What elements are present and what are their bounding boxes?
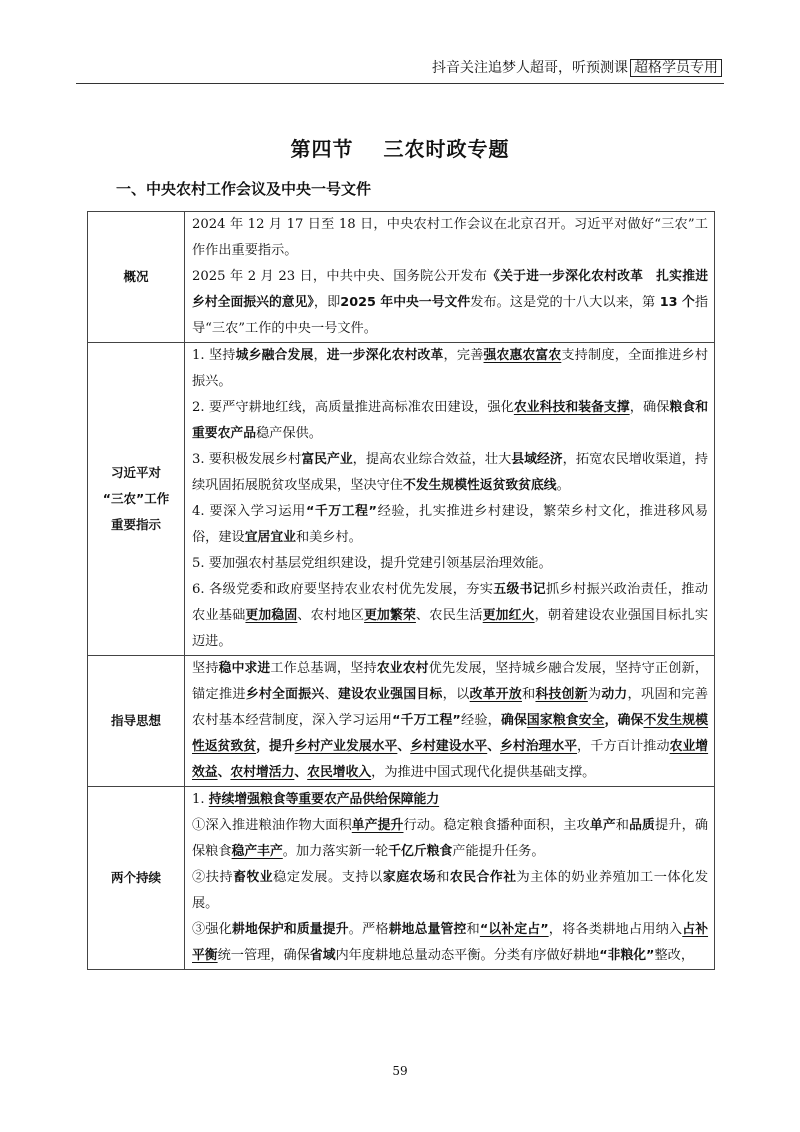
- bold-underline-span: 农村增活力: [230, 765, 295, 780]
- bold-span: ，: [604, 713, 618, 728]
- instruction-item-4: [192, 499, 708, 551]
- text-span: 和美乡村。: [295, 530, 362, 545]
- text-span: 发布。这是党的十八大以来，第: [470, 295, 656, 310]
- bold-span: 乡村全面振兴: [245, 687, 325, 702]
- two-continues-heading: [192, 787, 708, 813]
- content-table: [87, 211, 715, 970]
- text-span: 提升，确保粮食: [192, 818, 709, 859]
- text-span: 、农民生活: [415, 608, 483, 623]
- bold-span: 粮食和重要农产品: [192, 400, 709, 441]
- text-span: ②扶持: [192, 870, 234, 885]
- bold-underline-span: 农民增收入: [307, 765, 372, 780]
- bold-underline-span: 农业增效益: [192, 739, 709, 780]
- bold-span: 、: [487, 739, 501, 754]
- row-label: 指导思想: [88, 656, 185, 787]
- two-continues-item-1: [192, 813, 708, 865]
- bold-span: 2025 年中央一号文件: [340, 295, 471, 310]
- text-span: ，为推进中国式现代化提供基础支撑。: [371, 765, 596, 780]
- text-span: 和: [615, 818, 630, 833]
- instruction-item-1: [192, 343, 708, 395]
- bold-span: 城乡融合发展: [235, 348, 314, 363]
- bold-underline-span: 占补平衡: [192, 922, 709, 963]
- bold-span: 建设农业强国目标: [337, 687, 443, 702]
- title-section: 第四节: [290, 137, 354, 161]
- bold-span: 《关于进一步深化农村改革 扎实推进乡村全面振兴的意见》: [192, 269, 708, 310]
- text-span: 和: [466, 922, 480, 937]
- bold-span: 农业农村: [376, 661, 429, 676]
- bold-underline-span: 强农惠农富农: [483, 348, 562, 363]
- text-span: 4. 要深入学习运用: [192, 504, 306, 519]
- bold-underline-span: 乡村产业发展水平: [294, 739, 398, 754]
- text-span: 内年度耕地总量动态平衡。分类有序做好耕地: [335, 948, 600, 963]
- bold-underline-span: 科技创新: [535, 687, 588, 702]
- text-span: ，确保: [629, 400, 670, 415]
- guiding-paragraph: [192, 656, 708, 786]
- row-content: [185, 212, 715, 343]
- text-span: 为: [587, 687, 602, 702]
- bold-span: 、: [217, 765, 231, 780]
- text-span: ，以: [442, 687, 470, 702]
- text-span: ，朝着建设农业强国目标扎实迈进。: [192, 608, 709, 649]
- header-text: 抖音关注追梦人超哥，听预测课: [432, 60, 628, 76]
- text-span: ，提高农业综合效益，壮大: [352, 452, 512, 467]
- bold-span: 、: [397, 739, 411, 754]
- text-span: 3. 要积极发展乡村: [192, 452, 302, 467]
- row-label: 概况: [88, 212, 185, 343]
- bold-underline-span: 持续增强粮食等重要农产品供给保障能力: [208, 792, 440, 807]
- label-line: “三农”工作: [102, 491, 170, 506]
- bold-underline-span: 稳产丰产: [231, 844, 283, 859]
- bold-span: 品质: [629, 818, 655, 833]
- page-title: [0, 133, 800, 162]
- table-row-two-continues: [88, 787, 715, 970]
- text-span: ，将各类耕地占用纳入: [548, 922, 683, 937]
- text-span: 指导“三农”工作的中央一号文件。: [192, 295, 709, 336]
- row-content: [185, 787, 715, 970]
- text-span: ，千方百计推动: [577, 739, 670, 754]
- section-heading: 一、中央农村工作会议及中央一号文件: [116, 180, 372, 198]
- bold-span: 省域: [309, 948, 336, 963]
- row-label: [88, 343, 185, 656]
- bold-span: 富民产业: [301, 452, 353, 467]
- text-span: 和: [521, 687, 536, 702]
- bold-underline-span: 乡村治理水平: [500, 739, 578, 754]
- text-span: 产能提升任务。: [452, 844, 545, 859]
- text-span: 经验，: [460, 713, 502, 728]
- bold-span: 畜牧业: [233, 870, 274, 885]
- text-span: 。: [556, 478, 570, 493]
- text-span: 1.: [192, 792, 209, 807]
- bold-span: 不发生规模性返贫致贫底线: [403, 478, 557, 493]
- bold-span: 动力: [601, 687, 628, 702]
- text-span: 稳产保供。: [255, 426, 322, 441]
- bold-span: 千亿斤粮食: [388, 844, 453, 859]
- text-span: 和: [436, 870, 450, 885]
- text-span: 优先发展，坚持城乡融合发展，坚持守正创新，锚定推进: [192, 661, 709, 702]
- instruction-item-2: [192, 395, 708, 447]
- text-span: 为主体的奶业养殖加工一体化发展。: [192, 870, 709, 911]
- bold-span: 、: [294, 765, 308, 780]
- bold-span: “千万工程”: [392, 713, 461, 728]
- bold-span: 县域经济: [511, 452, 563, 467]
- text-span: 行动。稳定粮食播种面积，主攻: [403, 818, 590, 833]
- bold-underline-span: 改革开放: [469, 687, 522, 702]
- bold-underline-span: 单产提升: [351, 818, 404, 833]
- text-span: ，拓宽农民增收渠道，持续巩固拓展脱贫攻坚成果，坚决守住: [192, 452, 709, 493]
- text-span: ①深入推进粮油作物大面积: [192, 818, 352, 833]
- two-continues-item-3: [192, 917, 708, 969]
- bold-underline-span: 更加繁荣: [364, 608, 416, 623]
- text-span: 1. 坚持: [192, 348, 236, 363]
- text-span: 稳定发展。支持以: [273, 870, 383, 885]
- text-span: 、: [324, 687, 338, 702]
- label-line: 重要指示: [110, 517, 161, 532]
- bold-span: 家庭农场: [382, 870, 437, 885]
- text-span: 。严格: [348, 922, 389, 937]
- instruction-item-6: [192, 577, 708, 655]
- bold-span: 耕地保护和质量提升: [232, 922, 349, 937]
- text-span: 坚持: [192, 661, 219, 676]
- bold-span: 农民合作社: [449, 870, 517, 885]
- row-content: [185, 656, 715, 787]
- bold-span: 单产: [589, 818, 616, 833]
- text-span: 6. 各级党委和政府要坚持农业农村优先发展，夯实: [192, 582, 494, 597]
- text-span: 整改，: [654, 948, 695, 963]
- two-continues-item-2: [192, 865, 708, 917]
- bold-span: “千万工程”: [305, 504, 377, 519]
- text-span: 2. 要严守耕地红线，高质量推进高标准农田建设，强化: [192, 400, 514, 415]
- instruction-item-5: 5. 要加强农村基层党组织建设，提升党建引领基层治理效能。: [192, 556, 552, 571]
- text-span: 。加力落实新一轮: [282, 844, 389, 859]
- bold-underline-span: 乡村建设水平: [410, 739, 488, 754]
- table-row-overview: [88, 212, 715, 343]
- table-row-instructions: [88, 343, 715, 656]
- bold-span: 五级书记: [493, 582, 546, 597]
- bold-span: 13 个: [655, 295, 695, 310]
- bold-span: 进一步深化农村改革: [326, 348, 444, 363]
- bold-underline-span: 更加红火: [482, 608, 535, 623]
- bold-span: 宜居宜业: [244, 530, 296, 545]
- text-span: 、农村地区: [297, 608, 365, 623]
- instruction-item-3: [192, 447, 708, 499]
- text-span: ③强化: [192, 922, 233, 937]
- page-number: 59: [392, 1064, 408, 1078]
- bold-span: 确保: [501, 713, 527, 728]
- bold-span: 确保: [617, 713, 644, 728]
- bold-span: 提升: [269, 739, 295, 754]
- text-span: 支持制度，全面推进乡村振兴。: [192, 348, 709, 389]
- text-span: ，即: [313, 295, 341, 310]
- row-label: 两个持续: [88, 787, 185, 970]
- label-line: 习近平对: [110, 465, 161, 480]
- text-span: ，完善: [443, 348, 484, 363]
- overview-para-1: 2024 年 12 月 17 日至 18 日，中央农村工作会议在北京召开。习近平对做好“三农”工作作出重要指示。: [192, 217, 708, 258]
- text-span: ，巩固和完善农村基本经营制度，深入学习运用: [192, 687, 709, 728]
- bold-span: ，: [256, 739, 270, 754]
- page-header: [432, 58, 722, 78]
- text-span: 2025 年 2 月 23 日，中共中央、国务院公开发布: [192, 269, 488, 284]
- header-rule: [76, 83, 724, 84]
- text-span: 抓乡村振兴政治责任，推动农业基础: [192, 582, 709, 623]
- bold-underline-span: 更加稳固: [245, 608, 298, 623]
- row-content: [185, 343, 715, 656]
- bold-underline-span: 国家粮食安全: [526, 713, 605, 728]
- text-span: 经验，扎实推进乡村建设，繁荣乡村文化，推进移风易俗，建设: [192, 504, 709, 545]
- bold-underline-span: “以补定占”: [479, 922, 549, 937]
- bold-underline-span: 不发生规模性返贫致贫: [192, 713, 709, 754]
- header-boxed-label: 超格学员专用: [630, 59, 722, 77]
- text-span: 工作总基调，坚持: [270, 661, 377, 676]
- table-row-guiding: [88, 656, 715, 787]
- bold-span: “非粮化”: [599, 948, 655, 963]
- text-span: 统一管理，确保: [217, 948, 310, 963]
- title-topic: 三农时政专题: [383, 137, 510, 161]
- text-span: ，: [313, 348, 327, 363]
- bold-span: 耕地总量管控: [388, 922, 467, 937]
- bold-span: 稳中求进: [218, 661, 271, 676]
- overview-para-2: [192, 264, 708, 342]
- bold-underline-span: 农业科技和装备支撑: [513, 400, 630, 415]
